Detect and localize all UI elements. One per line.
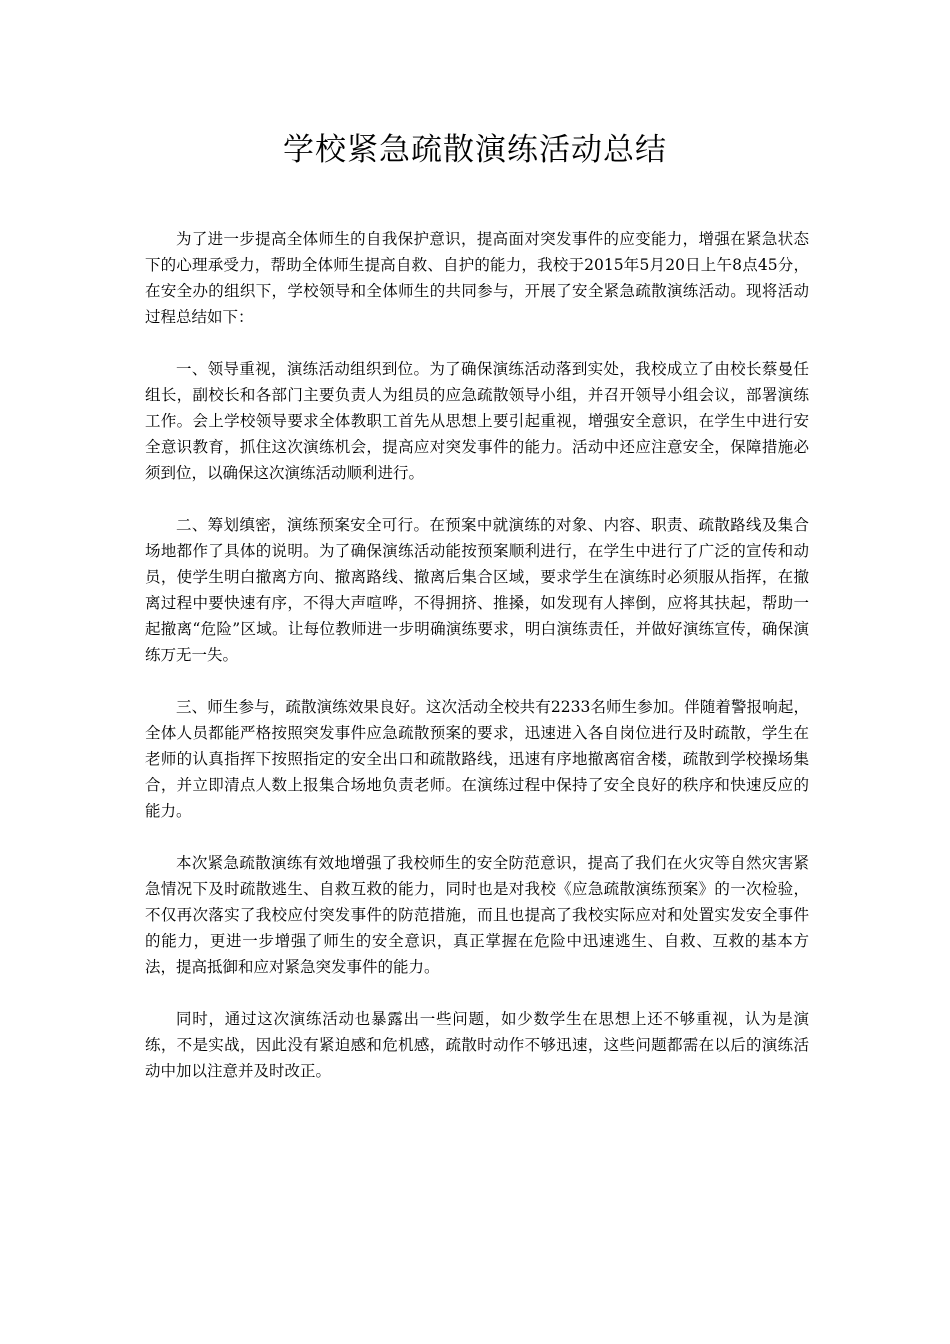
intro-paragraph: 为了进一步提高全体师生的自我保护意识，提高面对突发事件的应变能力，增强在紧急状态下的心理承受力，帮助全体师生提高自救、自护的能力，我校于2015年5月20日上午8点45分，在安全办的组织下，学校领导和全体师生的共同参与，开展了安全紧急疏散演练活动。现将活动过程总结如下： [145, 230, 809, 326]
document-body [145, 226, 809, 1110]
issues-paragraph: 同时，通过这次演练活动也暴露出一些问题，如少数学生在思想上还不够重视，认为是演练，不是实战，因此没有紧迫感和危机感，疏散时动作不够迅速，这些问题都需在以后的演练活动中加以注意并及时改正。 [145, 1010, 809, 1080]
section-one-paragraph: 一、领导重视，演练活动组织到位。为了确保演练活动落到实处，我校成立了由校长蔡曼任组长，副校长和各部门主要负责人为组员的应急疏散领导小组，并召开领导小组会议，部署演练工作。会上学校领导要求全体教职工首先从思想上要引起重视，增强安全意识，在学生中进行安全意识教育，抓住这次演练机会，提高应对突发事件的能力。活动中还应注意安全，保障措施必须到位，以确保这次演练活动顺利进行。 [145, 360, 809, 482]
summary-paragraph: 本次紧急疏散演练有效地增强了我校师生的安全防范意识，提高了我们在火灾等自然灾害紧急情况下及时疏散逃生、自救互救的能力，同时也是对我校《应急疏散演练预案》的一次检验，不仅再次落实了我校应付突发事件的防范措施，而且也提高了我校实际应对和处置实发安全事件的能力，更进一步增强了师生的安全意识，真正掌握在危险中迅速逃生、自救、互救的基本方法，提高抵御和应对紧急突发事件的能力。 [145, 854, 809, 976]
document-title: 学校紧急疏散演练活动总结 [283, 132, 667, 168]
section-two-paragraph: 二、筹划缜密，演练预案安全可行。在预案中就演练的对象、内容、职责、疏散路线及集合场地都作了具体的说明。为了确保演练活动能按预案顺利进行，在学生中进行了广泛的宣传和动员，使学生明白撤离方向、撤离路线、撤离后集合区域，要求学生在演练时必须服从指挥，在撤离过程中要快速有序，不得大声喧哗，不得拥挤、推搡，如发现有人摔倒，应将其扶起，帮助一起撤离“危险”区域。让每位教师进一步明确演练要求，明白演练责任，并做好演练宣传，确保演练万无一失。 [145, 516, 809, 664]
section-three-paragraph: 三、师生参与，疏散演练效果良好。这次活动全校共有2233名师生参加。伴随着警报响起，全体人员都能严格按照突发事件应急疏散预案的要求，迅速进入各自岗位进行及时疏散，学生在老师的认真指挥下按照指定的安全出口和疏散路线，迅速有序地撤离宿舍楼，疏散到学校操场集合，并立即清点人数上报集合场地负责老师。在演练过程中保持了安全良好的秩序和快速反应的能力。 [145, 698, 809, 820]
